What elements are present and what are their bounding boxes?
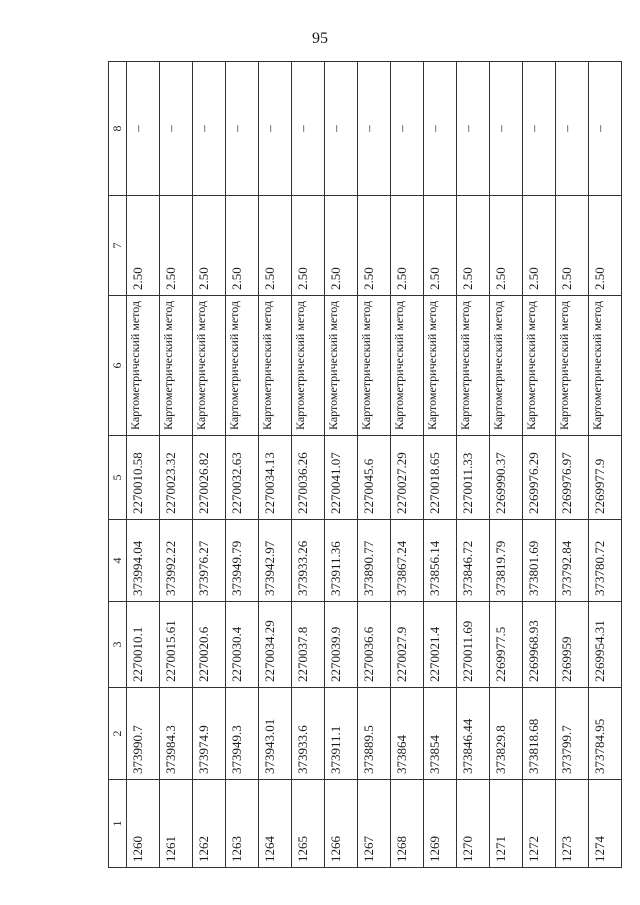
table-row xyxy=(457,62,490,868)
table-row xyxy=(226,62,259,868)
table-cell: 373911.36 xyxy=(325,520,358,602)
table-cell: 373819.79 xyxy=(490,520,523,602)
table-cell: 2270011.69 xyxy=(457,602,490,688)
table-cell: 373990.7 xyxy=(127,688,160,780)
table-cell: 373854 xyxy=(424,688,457,780)
table-cell: 373992.22 xyxy=(160,520,193,602)
table-cell: 373949.3 xyxy=(226,688,259,780)
table-cell: – xyxy=(325,62,358,196)
table-cell: 2270034.29 xyxy=(259,602,292,688)
table-cell: 1262 xyxy=(193,780,226,868)
table-cell: 2.50 xyxy=(193,196,226,296)
table-cell: 373942.97 xyxy=(259,520,292,602)
table-cell: 1263 xyxy=(226,780,259,868)
table-cell: – xyxy=(358,62,391,196)
table-cell: Картометрический метод xyxy=(325,296,358,436)
table-cell: 2.50 xyxy=(490,196,523,296)
table-cell: 373889.5 xyxy=(358,688,391,780)
table-cell: 1261 xyxy=(160,780,193,868)
table-cell: – xyxy=(259,62,292,196)
table-cell: – xyxy=(127,62,160,196)
table-row xyxy=(127,62,160,868)
table-row xyxy=(193,62,226,868)
table-cell: 373984.3 xyxy=(160,688,193,780)
table-cell: 2270037.8 xyxy=(292,602,325,688)
table-cell: Картометрический метод xyxy=(259,296,292,436)
table-row xyxy=(424,62,457,868)
table-cell: 2.50 xyxy=(523,196,556,296)
header-cell: 4 xyxy=(109,520,127,602)
table-row xyxy=(259,62,292,868)
table-cell: 2270018.65 xyxy=(424,436,457,520)
table-cell: 1269 xyxy=(424,780,457,868)
table-cell: 373792.84 xyxy=(556,520,589,602)
table-row xyxy=(358,62,391,868)
table-cell: – xyxy=(523,62,556,196)
table-cell: 373976.27 xyxy=(193,520,226,602)
table-cell: 2269959 xyxy=(556,602,589,688)
table-cell: 2.50 xyxy=(259,196,292,296)
table-cell: 373856.14 xyxy=(424,520,457,602)
header-cell: 1 xyxy=(109,780,127,868)
table-cell: 373933.26 xyxy=(292,520,325,602)
table-cell: 2.50 xyxy=(292,196,325,296)
table-cell: Картометрический метод xyxy=(589,296,622,436)
table-cell: 2.50 xyxy=(556,196,589,296)
table-cell: 2270010.1 xyxy=(127,602,160,688)
table-row xyxy=(391,62,424,868)
table-cell: 373784.95 xyxy=(589,688,622,780)
table-cell: Картометрический метод xyxy=(358,296,391,436)
table-cell: 2269976.29 xyxy=(523,436,556,520)
table-cell: 2270015.61 xyxy=(160,602,193,688)
table-cell: 373818.68 xyxy=(523,688,556,780)
table-cell: 373864 xyxy=(391,688,424,780)
header-cell: 7 xyxy=(109,196,127,296)
table-cell: 1270 xyxy=(457,780,490,868)
table-cell: 2270011.33 xyxy=(457,436,490,520)
table-cell: 373994.04 xyxy=(127,520,160,602)
table-row xyxy=(523,62,556,868)
table-cell: 2270045.6 xyxy=(358,436,391,520)
table-cell: 1266 xyxy=(325,780,358,868)
table-cell: 1273 xyxy=(556,780,589,868)
table-cell: 2.50 xyxy=(160,196,193,296)
table-cell: 1265 xyxy=(292,780,325,868)
table-cell: 373829.8 xyxy=(490,688,523,780)
table-cell: 2.50 xyxy=(358,196,391,296)
table-cell: 2270036.6 xyxy=(358,602,391,688)
table-cell: Картометрический метод xyxy=(193,296,226,436)
table-cell: 373974.9 xyxy=(193,688,226,780)
table-cell: 2269976.97 xyxy=(556,436,589,520)
table-cell: 1274 xyxy=(589,780,622,868)
table-cell: 373911.1 xyxy=(325,688,358,780)
table-cell: – xyxy=(424,62,457,196)
table-cell: 373943.01 xyxy=(259,688,292,780)
table-cell: – xyxy=(490,62,523,196)
table-cell: 2.50 xyxy=(127,196,160,296)
table-cell: 2270010.58 xyxy=(127,436,160,520)
table-cell: 2270036.26 xyxy=(292,436,325,520)
table-cell: 2270026.82 xyxy=(193,436,226,520)
rotated-table xyxy=(108,62,607,868)
table-cell: 373890.77 xyxy=(358,520,391,602)
table-cell: 2269954.31 xyxy=(589,602,622,688)
table-cell: Картометрический метод xyxy=(292,296,325,436)
table-cell: 1272 xyxy=(523,780,556,868)
table-cell: – xyxy=(193,62,226,196)
table-row xyxy=(292,62,325,868)
header-cell: 3 xyxy=(109,602,127,688)
table-cell: Картометрический метод xyxy=(556,296,589,436)
table-cell: 1268 xyxy=(391,780,424,868)
table-cell: 2.50 xyxy=(226,196,259,296)
table-cell: Картометрический метод xyxy=(226,296,259,436)
table-cell: 373799.7 xyxy=(556,688,589,780)
table-cell: 2.50 xyxy=(457,196,490,296)
table-cell: 373949.79 xyxy=(226,520,259,602)
header-row xyxy=(109,62,127,868)
table-cell: 373846.44 xyxy=(457,688,490,780)
table-cell: Картометрический метод xyxy=(457,296,490,436)
table-cell: 373867.24 xyxy=(391,520,424,602)
table-cell: 373933.6 xyxy=(292,688,325,780)
table-cell: Картометрический метод xyxy=(127,296,160,436)
table-cell: 2270041.07 xyxy=(325,436,358,520)
table-cell: 1271 xyxy=(490,780,523,868)
table-cell: 2270027.9 xyxy=(391,602,424,688)
table-cell: 2.50 xyxy=(325,196,358,296)
table-cell: 2269977.5 xyxy=(490,602,523,688)
table-cell: 1267 xyxy=(358,780,391,868)
table-cell: 2270030.4 xyxy=(226,602,259,688)
header-cell: 5 xyxy=(109,436,127,520)
table-cell: 2270020.6 xyxy=(193,602,226,688)
table-cell: 2270023.32 xyxy=(160,436,193,520)
table-row xyxy=(589,62,622,868)
table-cell: 2270034.13 xyxy=(259,436,292,520)
table-container xyxy=(108,62,607,868)
table-cell: Картометрический метод xyxy=(523,296,556,436)
header-cell: 6 xyxy=(109,296,127,436)
table-cell: – xyxy=(556,62,589,196)
table-row xyxy=(160,62,193,868)
table-cell: Картометрический метод xyxy=(490,296,523,436)
table-cell: 2.50 xyxy=(424,196,457,296)
table-cell: – xyxy=(391,62,424,196)
table-row xyxy=(325,62,358,868)
table-cell: 2.50 xyxy=(391,196,424,296)
table-cell: 2270039.9 xyxy=(325,602,358,688)
table-cell: Картометрический метод xyxy=(160,296,193,436)
table-cell: 2269968.93 xyxy=(523,602,556,688)
table-cell: 1264 xyxy=(259,780,292,868)
table-cell: Картометрический метод xyxy=(424,296,457,436)
coordinates-table xyxy=(108,61,622,868)
table-cell: 2269990.37 xyxy=(490,436,523,520)
table-cell: – xyxy=(160,62,193,196)
table-cell: – xyxy=(457,62,490,196)
table-cell: 2.50 xyxy=(589,196,622,296)
header-cell: 2 xyxy=(109,688,127,780)
table-row xyxy=(556,62,589,868)
table-cell: 2269977.9 xyxy=(589,436,622,520)
table-cell: 373846.72 xyxy=(457,520,490,602)
table-cell: – xyxy=(226,62,259,196)
table-cell: – xyxy=(589,62,622,196)
table-cell: 2270027.29 xyxy=(391,436,424,520)
table-cell: 1260 xyxy=(127,780,160,868)
table-cell: – xyxy=(292,62,325,196)
table-row xyxy=(490,62,523,868)
table-cell: 2270021.4 xyxy=(424,602,457,688)
page-number: 95 xyxy=(312,30,328,47)
table-cell: 373801.69 xyxy=(523,520,556,602)
header-cell: 8 xyxy=(109,62,127,196)
table-cell: Картометрический метод xyxy=(391,296,424,436)
table-cell: 2270032.63 xyxy=(226,436,259,520)
table-cell: 373780.72 xyxy=(589,520,622,602)
